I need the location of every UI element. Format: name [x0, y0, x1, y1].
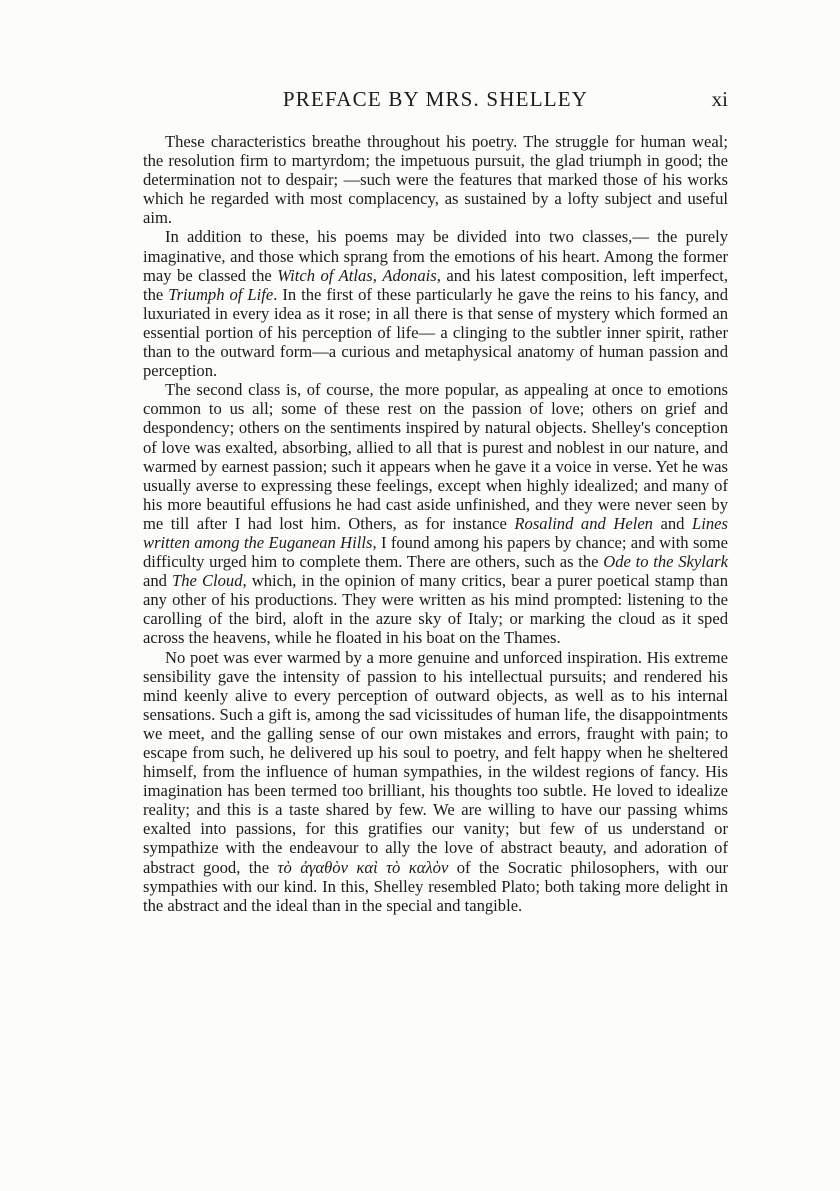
- work-title: Witch of Atlas: [277, 265, 373, 285]
- page-number: xi: [711, 87, 728, 111]
- body-text: [143, 132, 728, 915]
- paragraph: [143, 648, 728, 915]
- work-title: Rosalind and Helen: [514, 513, 653, 533]
- text-run: ,: [372, 265, 383, 285]
- text-run: and: [143, 571, 173, 591]
- running-title: PREFACE BY MRS. SHELLEY: [282, 87, 589, 111]
- text-run: , which, in the opinion of many critics, bear a purer poetical stamp than any other of his productions. They were written as his mind prompted: listening to the carolling of the bird, aloft in the azure sky of Italy; or marking the cloud as it sped across the heavens, while he floated in his boat on the Thames.: [143, 571, 728, 648]
- work-title: The Cloud: [172, 571, 243, 591]
- work-title: Ode to the Skylark: [603, 552, 728, 572]
- work-title: Lines written among the Euganean Hills: [143, 513, 728, 552]
- text-run: In addition to these, his poems may be divided into two classes,— the purely imaginative, and those which sprang from the emotions of his heart. Among the former may be classed the: [143, 227, 728, 285]
- work-title: Triumph of Life: [168, 284, 274, 304]
- paragraph: [143, 132, 728, 227]
- paragraph: [143, 227, 728, 380]
- running-header: [143, 82, 728, 116]
- work-title: Adonais: [382, 265, 437, 285]
- text-run: , and his latest composition, left imperfect, the: [143, 265, 728, 304]
- text-run: These characteristics breathe throughout his poetry. The struggle for human weal; the resolution firm to martyrdom; the impetuous pursuit, the glad triumph in good; the determination not to despair; —such were the features that marked those of his works which he regarded with most complacency, as sustained by a lofty subject and useful aim.: [143, 132, 728, 228]
- book-page: [143, 82, 728, 915]
- text-run: . In the first of these particularly he gave the reins to his fancy, and luxuriated in every idea as it rose; in all there is that sense of mystery which formed an essential portion of his perception of life— a clinging to the subtler inner spirit, rather than to the outward form—a curious and metaphysical anatomy of human passion and perception.: [143, 284, 729, 381]
- text-run: of the Socratic philosophers, with our sympathies with our kind. In this, Shelley resembled Plato; both taking more delight in the abstract and the ideal than in the special and tangible.: [143, 857, 728, 915]
- paragraph: [143, 380, 728, 647]
- greek-phrase: τὸ ἀγαθὸν καὶ τὸ καλὸν: [277, 857, 449, 877]
- text-run: , I found among his papers by chance; and with some difficulty urged him to complete them. There are others, such as the: [143, 532, 728, 572]
- text-run: No poet was ever warmed by a more genuine and unforced inspiration. His extreme sensibility gave the intensity of passion to his intellectual pursuits; and rendered his mind keenly alive to every perception of outward objects, as well as to his internal sensations. Such a gift is, among the sad vicissitudes of human life, the disappointments we meet, and the galling sense of our own mistakes and errors, fraught with pain; to escape from such, he delivered up his soul to poetry, and felt happy when he sheltered himself, from the influence of human sympathies, in the wildest regions of fancy. His imagination has been termed too brilliant, his thoughts too subtle. He loved to idealize reality; and this is a taste shared by few. We are willing to have our passing whims exalted into passions, for this gratifies our vanity; but few of us understand or sympathize with the endeavour to ally the love of abstract beauty, and adoration of abstract good, the: [143, 647, 728, 877]
- text-run: and: [652, 513, 693, 533]
- text-run: The second class is, of course, the more popular, as appealing at once to emotions common to us all; some of these rest on the passion of love; others on grief and despondency; others on the sentiments inspired by natural objects. Shelley's conception of love was exalted, absorbing, allied to all that is purest and noblest in our nature, and warmed by earnest passion; such it appears when he gave it a voice in verse. Yet he was usually averse to expressing these feelings, except when highly idealized; and many of his more beautiful effusions he had cast aside unfinished, and they were never seen by me till after I had lost him. Others, as for instance: [143, 380, 728, 533]
